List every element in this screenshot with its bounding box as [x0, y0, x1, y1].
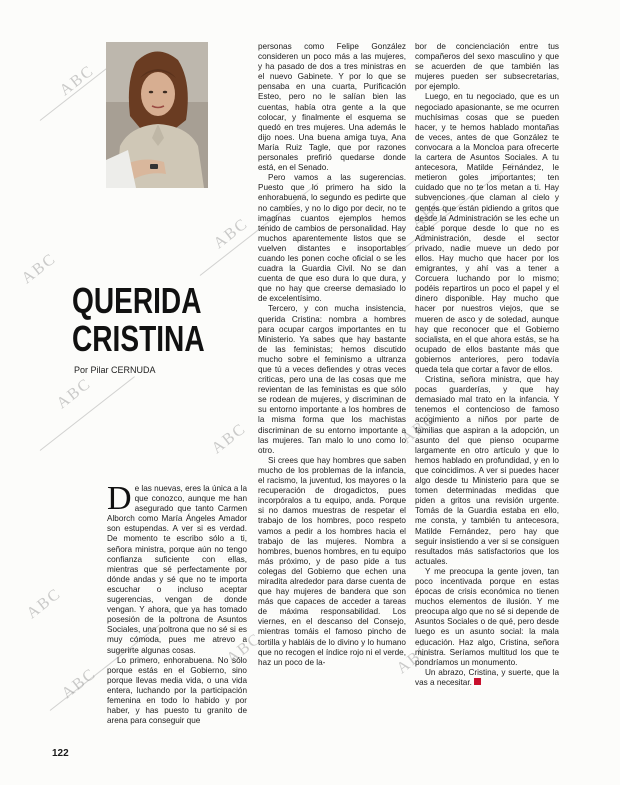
- watermark-text: ABC: [56, 61, 98, 100]
- watermark-text: ABC: [408, 194, 450, 233]
- watermark-text: ABC: [210, 214, 252, 253]
- paragraph: Tercero, y con mucha insistencia, querida Cristina: nombra a hombres para ocupar cargos importantes en tu Ministerio. Ya sabes que hay bastante de las feministas; hemos discutido mucho sobre el feminismo a ultranza que tú a veces defiendes y otras veces criticas, pero una de las cosas que me revientan de las feministas es que sólo se rodean de mujeres, y discriminan de su entorno importante a los hombres de la misma forma que los machistas discriminan de su entorno importante a las mujeres. Tan malo lo uno como lo otro.: [258, 304, 406, 455]
- paragraph: personas como Felipe González consideren un poco más a las mujeres, y ha pasado de dos a tres ministras en el nuevo Gabinete. Y por lo que se pensaba en una cuarta, Purificación Esteo, pero no le salían bien las cuentas, había otra gente a la que colocar, y finalmente el esquema se quedó en tres mujeres. Una además le dijo noes. Una buena amiga tuya, Ana María Ruiz Tagle, que por razones personales prefirió quedarse donde está, en el Senado.: [258, 42, 406, 173]
- watermark-text: ABC: [18, 249, 60, 288]
- article-column-3: [415, 42, 559, 742]
- headline-line-2: CRISTINA: [72, 318, 205, 359]
- article-column-2: [258, 42, 406, 742]
- byline: Por Pilar CERNUDA: [74, 365, 156, 375]
- paragraph: Si crees que hay hombres que saben mucho de los problemas de la infancia, el racismo, la juventud, los mayores o la recuperación de drogadictos, pues incorpóralos a tu equipo, anda. Porque si no damos muestras de respetar el trabajo de los hombres, poco respeto vamos a pedir a los hombres hacia el trabajo de las mujeres. Nombra a hombres, buenos hombres, en tu equipo más próximo, y de paso pide a tus colegas del Gobierno que echen una miradita alrededor para darse cuenta de que hay mujeres de bandera que son más que capaces de acceder a tareas de máxima responsabilidad. Los viernes, en el descanso del Consejo, mientras tomáis el famoso pincho de tortilla y habláis de lo divino y lo humano que no recogen el índice rojo ni el verde, haz un poco de la-: [258, 455, 406, 667]
- article-headline: [72, 282, 220, 358]
- paragraph: Cristina, señora ministra, que hay pocas guarderías, y que hay demasiado mal trato en la infancia. Y tenemos el contencioso de famoso acogimiento a niños por parte de familias que aspiran a la adopción, un asunto del que pienso ocuparme largamente en otro artículo y que lo hemos hablado en profundidad, y en lo que coincidimos. A ver si puedes hacer algo desde tu Ministerio para que se tomen determinadas medidas que piden a gritos una revisión urgente. Tomás de la Guardia estaba en ello, me consta, y también tu antecesora, Matilde Fernández, pero hay que seguir insistiendo a ver si se consiguen resultados más satisfactorios que los actuales.: [415, 375, 559, 566]
- watermark-text: ABC: [58, 664, 100, 703]
- watermark-text: ABC: [223, 629, 265, 668]
- paragraph: [415, 668, 559, 688]
- paragraph: Y me preocupa la gente joven, tan poco incentivada porque en estas épocas de crisis económica no tienen muchos elementos de ilusión. Y me preocupa algo que no sé si depende de Asuntos Sociales o de qué, pero desde luego es un asunto social: la mala educación. Haz algo, Cristina, señora ministra. Seríamos multitud los que te pondríamos un monumento.: [415, 566, 559, 667]
- page-number: 122: [52, 748, 69, 759]
- portrait-photo: [106, 42, 208, 188]
- watermark-text: ABC: [208, 419, 250, 458]
- paragraph-text: e las nuevas, eres la única a la que conozco, aunque me han asegurado que tanto Carmen Alborch como María Ángeles Amador son estupendas. A ver si es verdad. De momento te escribo sólo a ti, señora ministra, porque aún no tengo confianza suficiente con ellas, mientras que sé perfectamente por dónde andas y sé que no te importa escuchar o incluso aceptar sugerencias, vengan de donde vengan. Y ahora, que ya has tomado posesión de la poltrona de Asuntos Sociales, una poltrona que no sé si es muy cómoda, pues me atrevo a sugerirte algunas cosas.: [107, 484, 247, 655]
- watermark-text: ABC: [53, 374, 95, 413]
- paragraph: Lo primero, enhorabuena. No sólo porque estás en el Gobierno, sino porque llevas media vida, o una vida entera, luchando por la participación femenina en todo lo habido y por haber, y has puesto tu granito de arena para conseguir que: [107, 655, 247, 726]
- drop-cap: D: [107, 484, 132, 517]
- paragraph: [107, 484, 247, 656]
- closing-text: Un abrazo, Cristina, y suerte, que la vas a necesitar.: [415, 667, 559, 687]
- end-of-article-mark: [474, 678, 481, 685]
- watermark-text: ABC: [23, 584, 65, 623]
- watermark-text: ABC: [393, 639, 435, 678]
- paragraph: bor de concienciación entre tus compañeros del sexo masculino y que se acuerden de que también las mujeres pueden ser subsecretarias, por ejemplo.: [415, 42, 559, 92]
- paragraph: Pero vamos a las sugerencias. Puesto que lo primero ha sido la enhorabuena, lo segundo es pedirte que no cambies, y no lo digo por decir, no te imaginas cuantos ejemplos hemos tenido de cambios de personalidad. Hay muchos aparentemente listos que se vuelven distantes e insoportables cuando les ponen coche oficial o se les cuadra la Guardia Civil. No se dan cuenta de que eso dura lo que dura, y que no hay que creerse demasiado lo de excelentísimo.: [258, 173, 406, 304]
- headline-line-1: QUERIDA: [72, 280, 202, 321]
- watermark-text: ABC: [398, 409, 440, 448]
- article-column-1: [107, 484, 247, 744]
- paragraph: Luego, en tu negociado, que es un negociado apasionante, se me ocurren muchísimas cosas que se pueden hacer, y te hemos hablado montañas de veces, antes de que González te convocara a la Moncloa para ofrecerte la cartera de Asuntos Sociales. A tu antecesora, Matilde Fernández, le metieron goles importantes; ten cuidado que no te los metan a ti. Hay subvenciones que claman al cielo y gentes que están pidiendo a gritos que desde la Administración se les eche un cable porque desde lo que no es Administración, desde el sector privado, nadie mueve un dedo por ellos. Hay mucho que hacer por los emigrantes, y ahí vas a tener a Corcuera luchando por lo mismo; podéis repartiros un poco el papel y el dinero disponible. Hay mucho que hacer por nuestros viejos, que se mueren de asco y de soledad, aunque hay que reconocer que el Gobierno socialista, en el que ahora estás, se ha ocupado de ellos bastante más que gobiernos anteriores, pero todavía queda tela que cortar a favor de ellos.: [415, 92, 559, 374]
- portrait-illustration: [106, 42, 208, 188]
